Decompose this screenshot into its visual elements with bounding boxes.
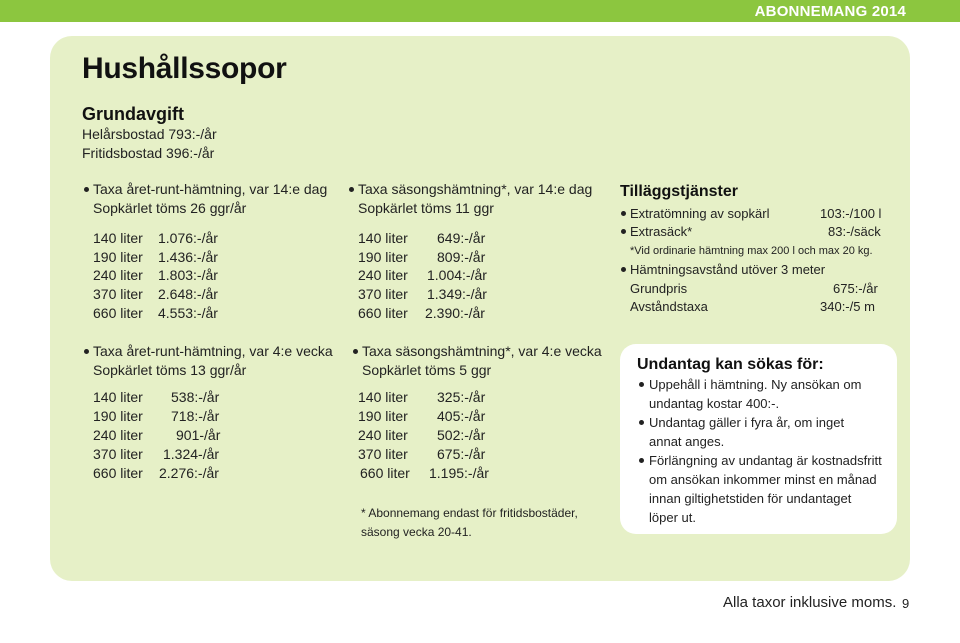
rate-size: 240 liter xyxy=(358,427,408,443)
bullet-icon xyxy=(621,211,626,216)
tillagg-grundpris-price: 675:-/år xyxy=(833,281,878,296)
footer-text: Alla taxor inklusive moms. xyxy=(723,594,897,611)
bullet-icon xyxy=(84,187,89,192)
bullet-icon xyxy=(639,382,644,387)
rate-size: 660 liter xyxy=(93,305,143,321)
section-title: Taxa året-runt-hämtning, var 4:e vecka xyxy=(93,343,333,359)
grundavgift-line: Helårsbostad 793:-/år xyxy=(82,126,217,142)
rate-size: 190 liter xyxy=(93,408,143,424)
rate-price: 325:-/år xyxy=(437,389,486,405)
rate-size: 190 liter xyxy=(358,408,408,424)
rate-price: 1.324-/år xyxy=(163,446,220,462)
rate-price: 1.349:-/år xyxy=(427,286,487,302)
bullet-icon xyxy=(349,187,354,192)
header-title: ABONNEMANG 2014 xyxy=(754,3,906,20)
section-subtitle: Sopkärlet töms 26 ggr/år xyxy=(93,200,247,216)
undantag-item: innan giltighetstiden för undantaget xyxy=(649,491,852,506)
bullet-icon xyxy=(639,458,644,463)
rate-price: 901-/år xyxy=(176,427,221,443)
rate-size: 140 liter xyxy=(93,230,143,246)
tillagg-avstandstaxa-price: 340:-/5 m xyxy=(820,299,875,314)
rate-price: 405:-/år xyxy=(437,408,486,424)
rate-size: 370 liter xyxy=(358,446,408,462)
grundavgift-title: Grundavgift xyxy=(82,104,184,124)
rate-price: 2.276:-/år xyxy=(159,465,219,481)
section-subtitle: Sopkärlet töms 13 ggr/år xyxy=(93,362,247,378)
rate-price: 1.076:-/år xyxy=(158,230,218,246)
bullet-icon xyxy=(639,420,644,425)
rate-price: 809:-/år xyxy=(437,249,486,265)
tillagg-avstandstaxa-label: Avståndstaxa xyxy=(630,299,708,314)
rate-price: 1.803:-/år xyxy=(158,267,218,283)
undantag-item: annat anges. xyxy=(649,434,725,449)
rate-price: 2.390:-/år xyxy=(425,305,485,321)
footnote: säsong vecka 20-41. xyxy=(361,525,472,539)
bullet-icon xyxy=(353,349,358,354)
rate-size: 370 liter xyxy=(93,446,143,462)
rate-size: 140 liter xyxy=(358,230,408,246)
section-subtitle: Sopkärlet töms 11 ggr xyxy=(358,200,494,216)
footnote: * Abonnemang endast för fritidsbostäder, xyxy=(361,506,578,520)
rate-price: 1.195:-/år xyxy=(429,465,489,481)
undantag-item: löper ut. xyxy=(649,510,696,525)
undantag-item: Förlängning av undantag är kostnadsfritt xyxy=(649,453,882,468)
tillagg-item-label: Extrasäck* xyxy=(630,224,693,239)
bullet-icon xyxy=(621,267,626,272)
undantag-item: Uppehåll i hämtning. Ny ansökan om xyxy=(649,377,862,392)
bullet-icon xyxy=(84,349,89,354)
rate-price: 718:-/år xyxy=(171,408,220,424)
rate-size: 370 liter xyxy=(358,286,408,302)
page-title: Hushållssopor xyxy=(82,52,287,85)
tillagg-item-price: 83:-/säck xyxy=(828,224,881,239)
section-title: Taxa säsongshämtning*, var 4:e vecka xyxy=(362,343,602,359)
section-title: Taxa säsongshämtning*, var 14:e dag xyxy=(358,181,593,197)
tillagg-title: Tilläggstjänster xyxy=(620,183,738,200)
rate-size: 370 liter xyxy=(93,286,143,302)
rate-size: 660 liter xyxy=(360,465,410,481)
rate-price: 4.553:-/år xyxy=(158,305,218,321)
rate-price: 1.004:-/år xyxy=(427,267,487,283)
rate-price: 2.648:-/år xyxy=(158,286,218,302)
rate-size: 190 liter xyxy=(93,249,143,265)
section-title: Taxa året-runt-hämtning, var 14:e dag xyxy=(93,181,328,197)
rate-size: 140 liter xyxy=(358,389,408,405)
rate-price: 538:-/år xyxy=(171,389,220,405)
tillagg-hamtning: Hämtningsavstånd utöver 3 meter xyxy=(630,262,826,277)
rate-size: 140 liter xyxy=(93,389,143,405)
grundavgift-line: Fritidsbostad 396:-/år xyxy=(82,145,215,161)
undantag-item: Undantag gäller i fyra år, om inget xyxy=(649,415,845,430)
rate-size: 240 liter xyxy=(358,267,408,283)
rate-price: 1.436:-/år xyxy=(158,249,218,265)
tillagg-item-label: Extratömning av sopkärl xyxy=(630,206,770,221)
bullet-icon xyxy=(621,229,626,234)
rate-size: 240 liter xyxy=(93,267,143,283)
rate-size: 240 liter xyxy=(93,427,143,443)
rate-size: 660 liter xyxy=(358,305,408,321)
rate-size: 190 liter xyxy=(358,249,408,265)
undantag-item: om ansökan inkommer minst en månad xyxy=(649,472,877,487)
tillagg-grundpris-label: Grundpris xyxy=(630,281,688,296)
tillagg-note: *Vid ordinarie hämtning max 200 l och max 20 kg. xyxy=(630,245,873,257)
rate-price: 502:-/år xyxy=(437,427,486,443)
undantag-item: undantag kostar 400:-. xyxy=(649,396,780,411)
undantag-title: Undantag kan sökas för: xyxy=(637,356,824,373)
tillagg-item-price: 103:-/100 l xyxy=(820,206,882,221)
section-subtitle: Sopkärlet töms 5 ggr xyxy=(362,362,492,378)
rate-price: 649:-/år xyxy=(437,230,486,246)
page-number: 9 xyxy=(902,596,910,611)
rate-price: 675:-/år xyxy=(437,446,486,462)
rate-size: 660 liter xyxy=(93,465,143,481)
